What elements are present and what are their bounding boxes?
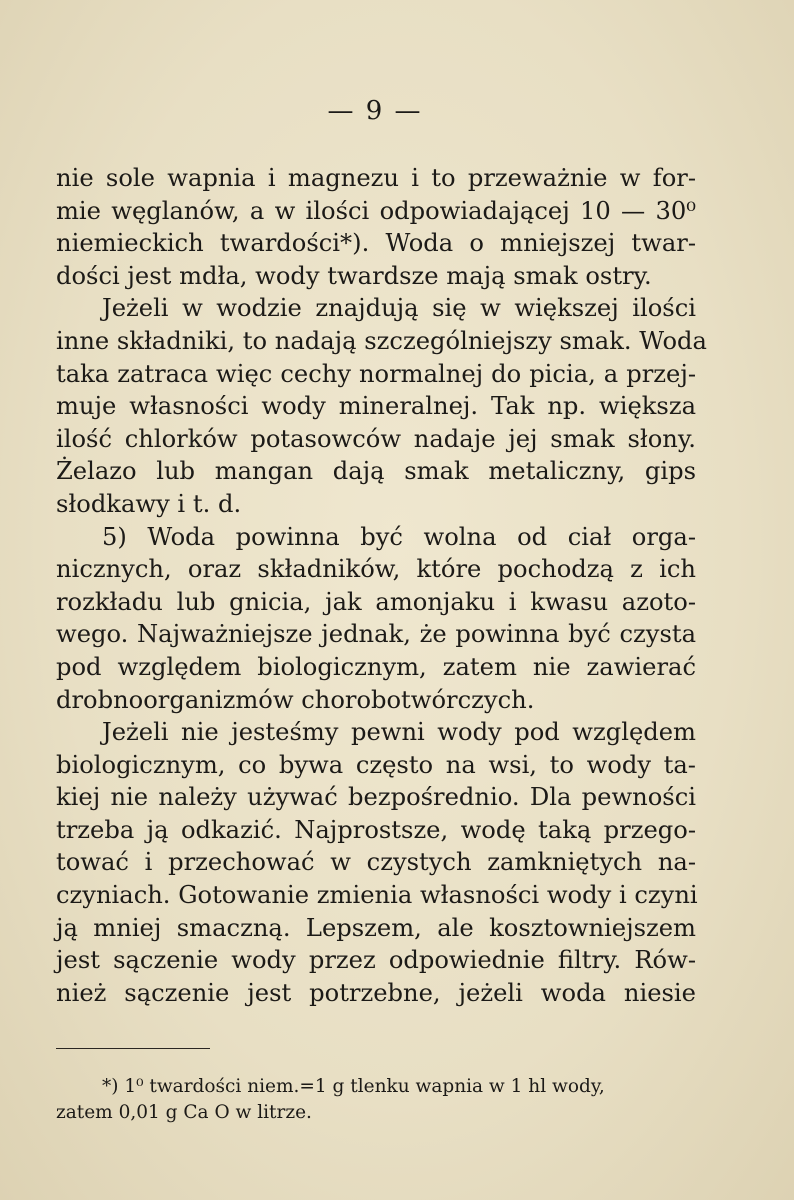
text-line: Żelazo lub mangan dają smak metaliczny, gips	[56, 457, 696, 486]
text-line: kiej nie należy używać bezpośrednio. Dla pewności	[56, 783, 696, 812]
text-line: wego. Najważniejsze jednak, że powinna być czysta	[56, 620, 696, 649]
footnote	[56, 1074, 696, 1126]
text-line: niemieckich twardości*). Woda o mniejszej twar-	[56, 229, 696, 258]
text-line: słodkawy i t. d.	[56, 489, 242, 518]
text-line: drobnoorganizmów chorobotwórczych.	[56, 685, 535, 714]
footnote-divider	[56, 1048, 210, 1049]
footnote-line: *) 1⁰ twardości niem.=1 g tlenku wapnia w 1 hl wody,	[102, 1076, 605, 1097]
body-text	[56, 162, 707, 1009]
text-line: rozkładu lub gnicia, jak amonjaku i kwasu azoto-	[56, 587, 696, 616]
page-number: — 9 —	[327, 96, 423, 126]
text-line: ilość chlorków potasowców nadaje jej smak słony.	[56, 424, 696, 453]
text-line: nież sączenie jest potrzebne, jeżeli woda niesie	[56, 978, 696, 1007]
text-line: taka zatraca więc cechy normalnej do picia, a przej-	[56, 359, 696, 388]
text-line: czyniach. Gotowanie zmienia własności wody i czyni	[56, 881, 698, 910]
footnote-line: zatem 0,01 g Ca O w litrze.	[56, 1102, 312, 1123]
text-line: tować i przechować w czystych zamkniętych na-	[56, 848, 696, 877]
text-line: Jeżeli nie jesteśmy pewni wody pod względem	[102, 718, 696, 747]
text-line: jest sączenie wody przez odpowiednie filtry. Rów-	[56, 946, 696, 975]
text-line: ją mniej smaczną. Lepszem, ale kosztowniejszem	[56, 913, 696, 942]
text-line: trzeba ją odkazić. Najprostsze, wodę taką przego-	[56, 815, 696, 844]
text-line: 5) Woda powinna być wolna od ciał orga-	[102, 522, 696, 551]
text-line: muje własności wody mineralnej. Tak np. większa	[56, 392, 696, 421]
text-line: pod względem biologicznym, zatem nie zawierać	[56, 652, 696, 681]
text-line: nicznych, oraz składników, które pochodzą z ich	[56, 555, 696, 584]
text-line: inne składniki, to nadają szczególniejszy smak. Woda	[56, 326, 707, 355]
text-line: biologicznym, co bywa często na wsi, to wody ta-	[56, 750, 696, 779]
text-line: dości jest mdła, wody twardsze mają smak ostry.	[56, 261, 652, 290]
text-line: mie węglanów, a w ilości odpowiadającej 10 — 30⁰	[56, 196, 696, 225]
text-line: nie sole wapnia i magnezu i to przeważnie w for-	[56, 164, 696, 192]
text-line: Jeżeli w wodzie znajdują się w większej ilości	[102, 294, 696, 323]
